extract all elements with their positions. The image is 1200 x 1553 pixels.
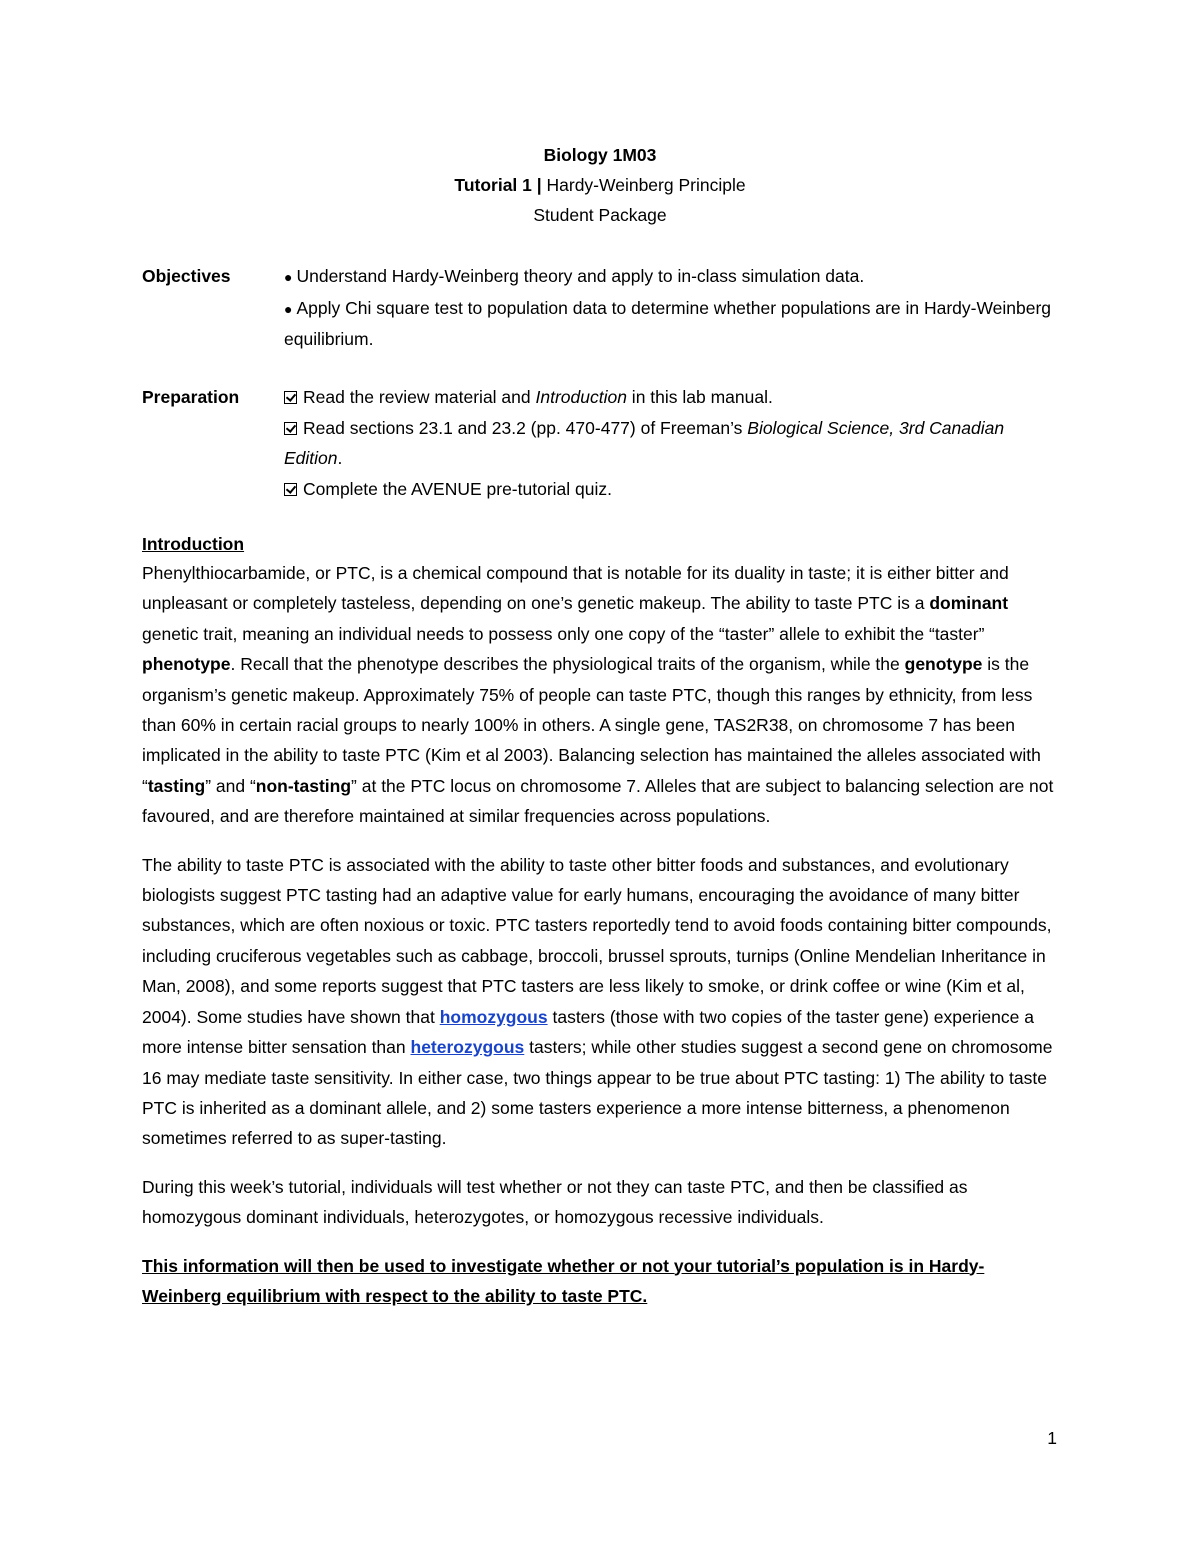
introduction-heading: Introduction (142, 534, 245, 554)
preparation-item: Complete the AVENUE pre-tutorial quiz. (284, 474, 1064, 505)
introduction-section (142, 530, 1062, 1329)
course-title: Biology 1M03 (543, 145, 657, 165)
package-title: Student Package (533, 205, 667, 225)
preparation-list (284, 382, 1064, 504)
bullet-icon: ● (284, 300, 293, 317)
preparation-section (142, 382, 1062, 512)
objective-item: ● Apply Chi square test to population data to determine whether populations are in Hardy-Weinberg equilibrium. (284, 297, 1052, 349)
homozygous-link[interactable]: homozygous (439, 1006, 548, 1027)
tutorial-topic: Hardy-Weinberg Principle (541, 175, 746, 195)
tutorial-title (0, 170, 1200, 200)
checkbox-checked-icon (284, 391, 297, 404)
objective-item: ● Understand Hardy-Weinberg theory and apply to in-class simulation data. (284, 266, 865, 286)
objectives-list (284, 261, 1064, 355)
objectives-section (142, 261, 1062, 356)
intro-key-statement: This information will then be used to investigate whether or not your tutorial’s population is in Hardy-Weinberg equilibrium with respect to the ability to taste PTC. (142, 1255, 985, 1306)
preparation-label: Preparation (142, 387, 240, 407)
objectives-label: Objectives (142, 266, 231, 286)
checkbox-checked-icon (284, 483, 297, 496)
intro-paragraph-2: The ability to taste PTC is associated with the ability to taste other bitter foods and substances, and evolutionary biologists suggest PTC tasting had an adaptive value for early humans, encouraging the avoidance of many bitter substances, which are often noxious or toxic. PTC tasters reportedly tend to avoid foods containing bitter compounds, including cruciferous vegetables such as cabbage, broccoli, brussel sprouts, turnips (Online Mendelian Inheritance in Man, 2008), and some reports suggest that PTC tasters are less likely to smoke, or drink coffee or wine (Kim et al, 2004). Some studies have shown that homozygous tasters (those with two copies of the taster gene) experience a more intense bitter sensation than heterozygous tasters; while other studies suggest a second gene on chromosome 16 may mediate taste sensitivity. In either case, two things appear to be true about PTC tasting: 1) The ability to taste PTC is inherited as a dominant allele, and 2) some tasters experience a more intense bitterness, a phenomenon sometimes referred to as super-tasting. (142, 854, 1053, 1149)
intro-paragraph-3: During this week’s tutorial, individuals will test whether or not they can taste PTC, and then be classified as homozygous dominant individuals, heterozygotes, or homozygous recessive individuals. (142, 1176, 968, 1228)
preparation-item: Read sections 23.1 and 23.2 (pp. 470-477) of Freeman’s Biological Science, 3rd Canadian Edition. (284, 417, 1005, 468)
document-header (0, 140, 1200, 230)
intro-paragraph-1: Phenylthiocarbamide, or PTC, is a chemical compound that is notable for its duality in taste; it is either bitter and unpleasant or completely tasteless, depending on one’s genetic makeup. The ability to taste PTC is a dominant genetic trait, meaning an individual needs to possess only one copy of the “taster” allele to exhibit the “taster” phenotype. Recall that the phenotype describes the physiological traits of the organism, while the genotype is the organism’s genetic makeup. Approximately 75% of people can taste PTC, though this ranges by ethnicity, from less than 60% in certain racial groups to nearly 100% in others. A single gene, TAS2R38, on chromosome 7 has been implicated in the ability to taste PTC (Kim et al 2003). Balancing selection has maintained the alleles associated with “tasting” and “non-tasting” at the PTC locus on chromosome 7. Alleles that are subject to balancing selection are not favoured, and are therefore maintained at similar frequencies across populations. (142, 563, 1054, 827)
tutorial-number: Tutorial 1 | (454, 175, 542, 195)
checkbox-checked-icon (284, 422, 297, 435)
bullet-icon: ● (284, 269, 293, 285)
page-number: 1 (1047, 1428, 1057, 1448)
preparation-item: Read the review material and Introduction in this lab manual. (284, 382, 1064, 413)
heterozygous-link[interactable]: heterozygous (410, 1037, 525, 1058)
